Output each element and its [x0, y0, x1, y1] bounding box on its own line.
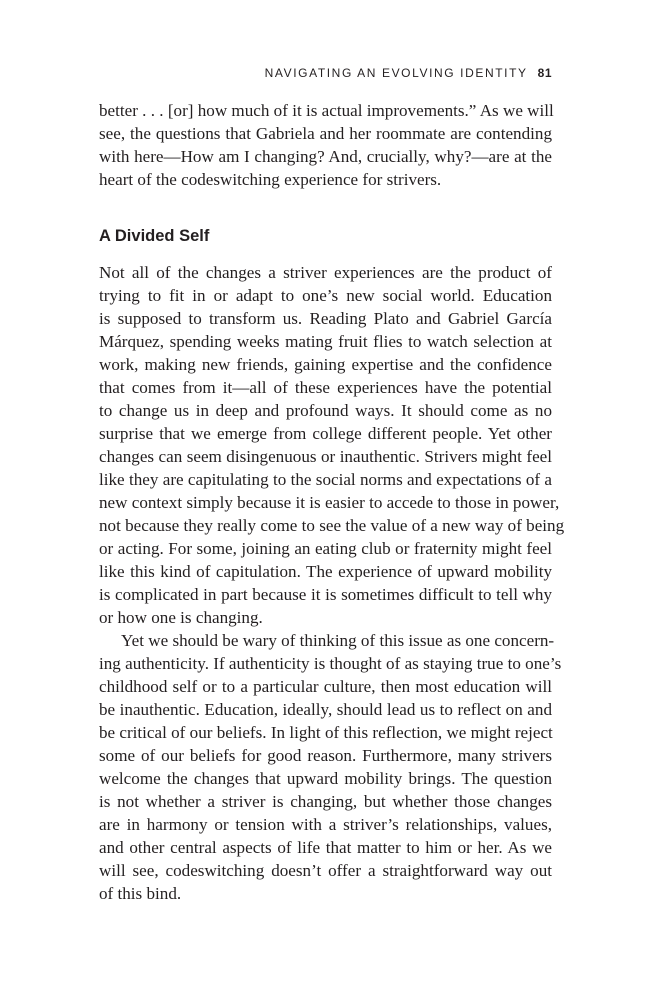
text-line: Not all of the changes a striver experiences are the product of: [99, 263, 552, 282]
text-line: heart of the codeswitching experience for strivers.: [99, 170, 442, 189]
text-line: like this kind of capitulation. The experience of upward mobility: [99, 562, 552, 581]
text-line: not because they really come to see the value of a new way of being: [99, 516, 565, 535]
text-line: is complicated in part because it is sometimes difficult to tell why: [99, 585, 552, 604]
text-line: trying to fit in or adapt to one’s new social world. Education: [99, 286, 552, 305]
text-line: be inauthentic. Education, ideally, should lead us to reflect on and: [99, 700, 552, 719]
running-head: [265, 66, 552, 80]
section-heading: A Divided Self: [99, 227, 210, 245]
text-line: Yet we should be wary of thinking of this issue as one concern-: [121, 631, 555, 650]
text-line: ing authenticity. If authenticity is thought of as staying true to one’s: [99, 654, 562, 673]
text-line: that comes from it—all of these experiences have the potential: [99, 378, 552, 397]
text-line: to change us in deep and profound ways. It should come as no: [99, 401, 552, 420]
text-line: welcome the changes that upward mobility brings. The question: [99, 769, 552, 788]
text-line: is not whether a striver is changing, but whether those changes: [99, 792, 552, 811]
text-line: some of our beliefs for good reason. Furthermore, many strivers: [99, 746, 552, 765]
running-head-title: NAVIGATING AN EVOLVING IDENTITY: [264, 66, 528, 80]
text-line: surprise that we emerge from college different people. Yet other: [99, 424, 552, 443]
page-number: 81: [537, 66, 552, 80]
text-line: see, the questions that Gabriela and her roommate are contending: [99, 124, 552, 143]
text-line: are in harmony or tension with a striver’s relationships, values,: [99, 815, 552, 834]
text-line: is supposed to transform us. Reading Plato and Gabriel García: [99, 309, 552, 328]
text-line: new context simply because it is easier to accede to those in power,: [99, 493, 560, 512]
text-line: work, making new friends, gaining expertise and the confidence: [99, 355, 552, 374]
text-line: changes can seem disingenuous or inauthentic. Strivers might feel: [99, 447, 552, 466]
text-line: better . . . [or] how much of it is actual improvements.” As we will: [99, 101, 554, 120]
text-line: or acting. For some, joining an eating club or fraternity might feel: [99, 539, 552, 558]
text-line: with here—How am I changing? And, crucially, why?—are at the: [99, 147, 552, 166]
text-line: and other central aspects of life that matter to him or her. As we: [99, 838, 552, 857]
text-line: or how one is changing.: [99, 608, 263, 627]
text-line: like they are capitulating to the social norms and expectations of a: [99, 470, 552, 489]
intro-paragraph: [99, 99, 552, 191]
section-paragraph-2: [99, 629, 562, 905]
text-line: be critical of our beliefs. In light of this reflection, we might reject: [99, 723, 553, 742]
text-line: childhood self or to a particular culture, then most education will: [99, 677, 552, 696]
text-line: of this bind.: [99, 884, 182, 903]
section-paragraph-1: [99, 261, 565, 629]
text-line: will see, codeswitching doesn’t offer a straightforward way out: [99, 861, 552, 880]
text-line: Márquez, spending weeks mating fruit flies to watch selection at: [99, 332, 552, 351]
